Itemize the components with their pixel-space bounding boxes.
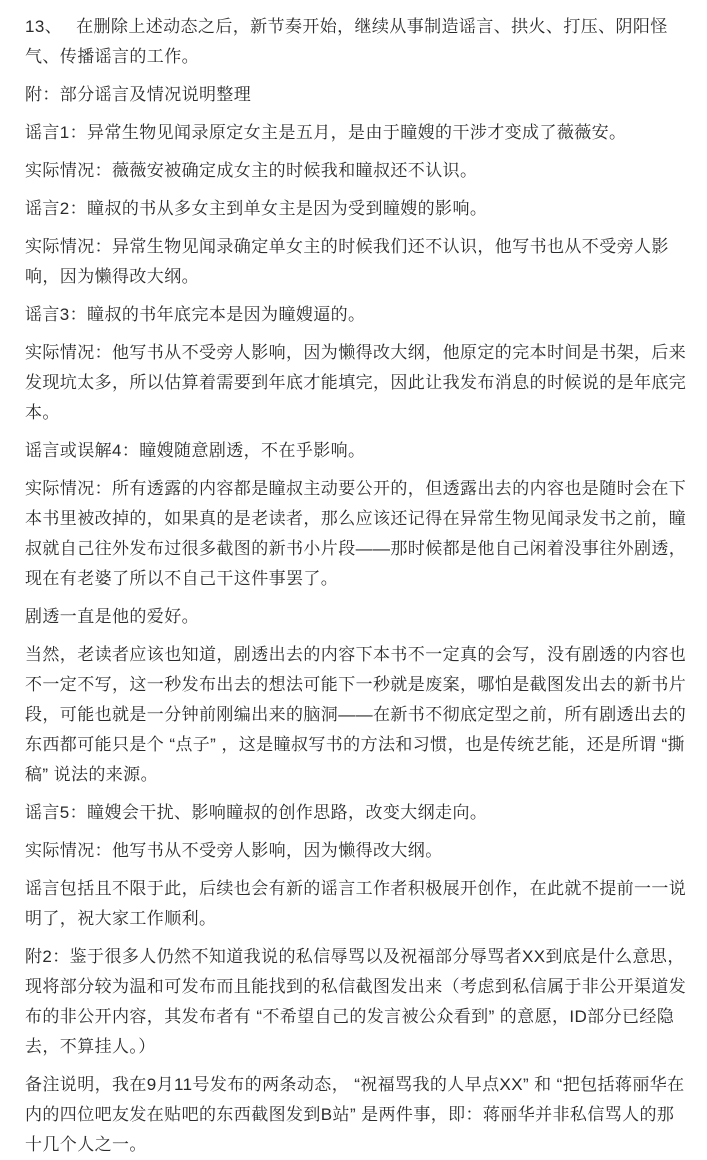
rumor-4: 谣言或误解4：瞳嫂随意剧透，不在乎影响。: [25, 441, 366, 460]
fact-1: 实际情况：薇薇安被确定成女主的时候我和瞳叔还不认识。: [25, 161, 478, 180]
rumor-3: 谣言3：瞳叔的书年底完本是因为瞳嫂逼的。: [25, 305, 366, 324]
fact-3: 实际情况：他写书从不受旁人影响，因为懒得改大纲，他原定的完本时间是书架，后来发现坑太多，所以估算着需要到年底才能填完，因此让我发布消息的时候说的是年底完本。: [25, 343, 687, 422]
fact-4: 实际情况：所有透露的内容都是瞳叔主动要公开的，但透露出去的内容也是随时会在下本书里被改掉的，如果真的是老读者，那么应该还记得在异常生物见闻录发书之前，瞳叔就自己往外发布过很多截图的新书小片段——那时候都是他自己闲着没事往外剧透，现在有老婆了所以不自己干这件事罢了。: [25, 479, 687, 588]
rumor-2: 谣言2：瞳叔的书从多女主到单女主是因为受到瞳嫂的影响。: [25, 199, 488, 218]
fact-5: 实际情况：他写书从不受旁人影响，因为懒得改大纲。: [25, 841, 443, 860]
spoiler-hobby-note: 剧透一直是他的爱好。: [25, 607, 199, 626]
spoiler-explanation: 当然，老读者应该也知道，剧透出去的内容下本书不一定真的会写，没有剧透的内容也不一定不写，这一秒发布出去的想法可能下一秒就是废案，哪怕是截图发出去的新书片段，可能也就是一分钟前刚编出来的脑洞——在新书不彻底定型之前，所有剧透出去的东西都可能只是个 “点子” ，这是瞳叔写书的方法和习惯，也是传统艺能，还是所谓 “撕稿” 说法的来源。: [25, 645, 687, 784]
paragraph-item-13: 13、 在删除上述动态之后，新节奏开始，继续从事制造谣言、拱火、打压、阴阳怪气、传播谣言的工作。: [25, 17, 668, 66]
rumor-5: 谣言5：瞳嫂会干扰、影响瞳叔的创作思路，改变大纲走向。: [25, 803, 488, 822]
fact-2: 实际情况：异常生物见闻录确定单女主的时候我们还不认识，他写书也从不受旁人影响，因为懒得改大纲。: [25, 237, 669, 286]
appendix-title: 附：部分谣言及情况说明整理: [25, 85, 252, 104]
closing-note: 谣言包括且不限于此，后续也会有新的谣言工作者积极展开创作，在此就不提前一一说明了，祝大家工作顺利。: [25, 879, 687, 928]
appendix-2: 附2：鉴于很多人仍然不知道我说的私信辱骂以及祝福部分辱骂者XX到底是什么意思，现将部分较为温和可发布而且能找到的私信截图发出来（考虑到私信属于非公开渠道发布的非公开内容，其发布者有 “不希望自己的发言被公众看到” 的意愿，ID部分已经隐去，不算挂人。）: [25, 947, 687, 1056]
remark-note: 备注说明，我在9月11号发布的两条动态， “祝福骂我的人早点XX” 和 “把包括蒋丽华在内的四位吧友发在贴吧的东西截图发到B站” 是两件事，即：蒋丽华并非私信骂人的那十几个人之一。: [25, 1075, 685, 1154]
rumor-1: 谣言1：异常生物见闻录原定女主是五月，是由于瞳嫂的干涉才变成了薇薇安。: [25, 123, 627, 142]
